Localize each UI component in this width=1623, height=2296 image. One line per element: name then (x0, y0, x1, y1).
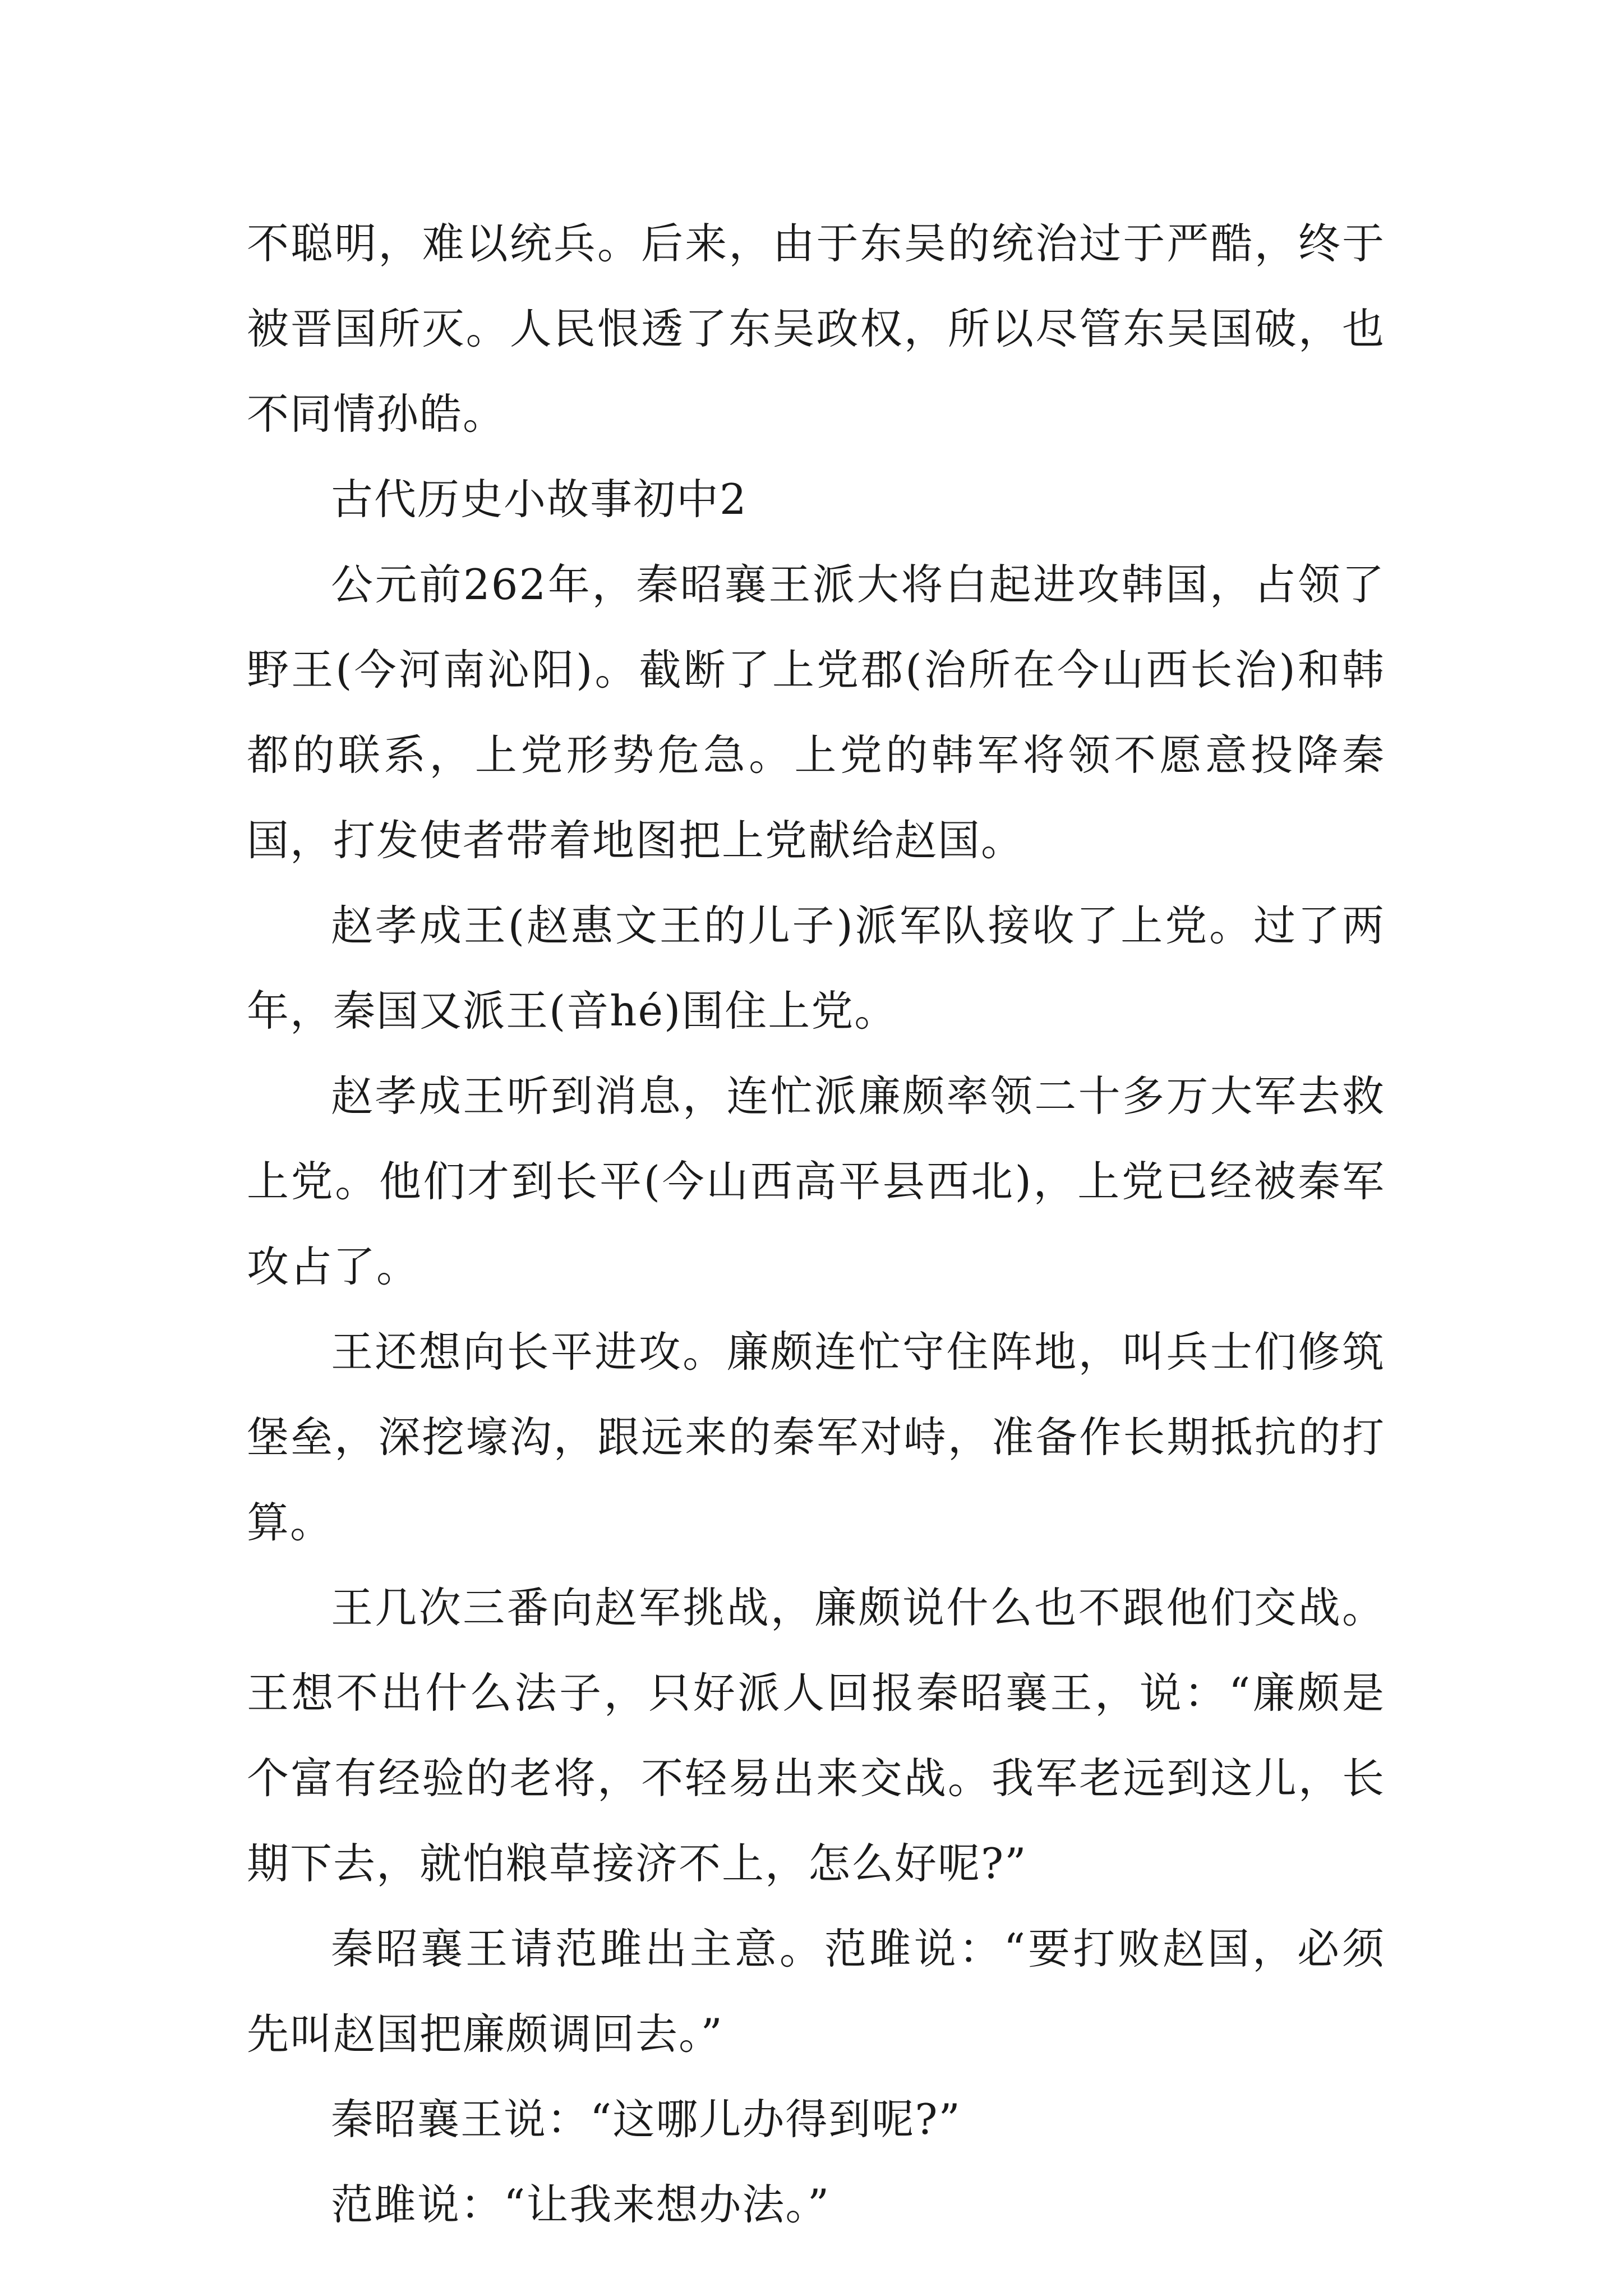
paragraph: 秦昭襄王说：“这哪儿办得到呢?” (331, 2095, 961, 2144)
paragraph: 王还想向长平进攻。廉颇连忙守住阵地，叫兵士们修筑堡垒，深挖壕沟，跟远来的秦军对峙，准备作长期抵抗的打算。 (247, 1327, 1385, 1547)
paragraph: 秦昭襄王请范雎出主意。范雎说：“要打败赵国，必须先叫赵国把廉颇调回去。” (247, 1924, 1385, 2059)
paragraph: 王几次三番向赵军挑战，廉颇说什么也不跟他们交战。王想不出什么法子，只好派人回报秦昭襄王，说：“廉颇是个富有经验的老将，不轻易出来交战。我军老远到这儿，长期下去，就怕粮草接济不上，怎么好呢?” (247, 1583, 1385, 1888)
paragraph: 赵孝成王(赵惠文王的儿子)派军队接收了上党。过了两年，秦国又派王(音hé)围住上党。 (247, 901, 1385, 1036)
paragraph: 范雎说：“让我来想办法。” (331, 2180, 831, 2229)
paragraph: 公元前262年，秦昭襄王派大将白起进攻韩国，占领了野王(今河南沁阳)。截断了上党郡(治所在今山西长治)和韩都的联系，上党形势危急。上党的韩军将领不愿意投降秦国，打发使者带着地图把上党献给赵国。 (247, 560, 1385, 865)
paragraph-continuation: 不聪明，难以统兵。后来，由于东吴的统治过于严酷，终于被晋国所灭。人民恨透了东吴政权，所以尽管东吴国破，也不同情孙皓。 (247, 219, 1385, 439)
document-body (247, 201, 1385, 2247)
paragraph: 赵孝成王听到消息，连忙派廉颇率领二十多万大军去救上党。他们才到长平(今山西高平县西北)，上党已经被秦军攻占了。 (247, 1071, 1385, 1291)
section-heading: 古代历史小故事初中2 (331, 475, 748, 524)
